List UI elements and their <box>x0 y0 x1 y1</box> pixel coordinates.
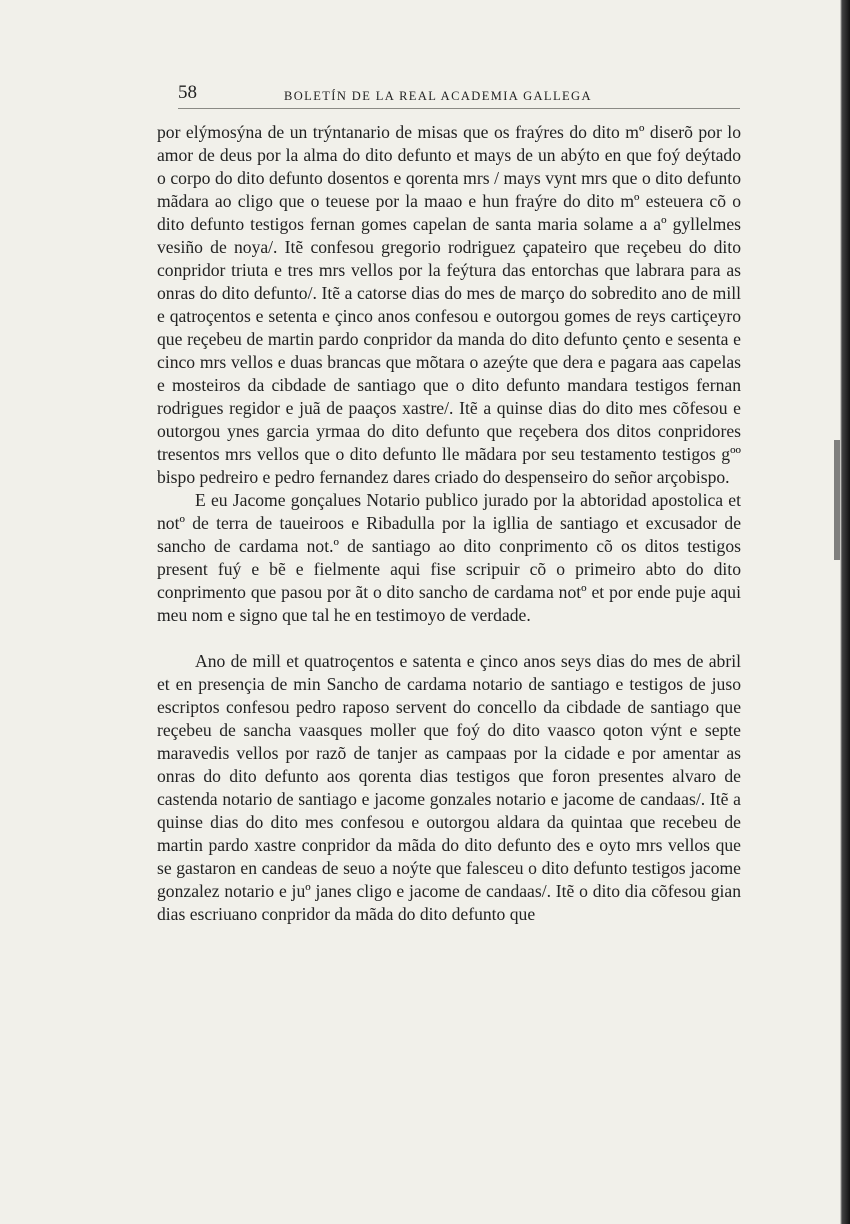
body-text <box>157 121 741 926</box>
page-edge-shadow <box>840 0 850 1224</box>
paragraph-account-continued: por elýmosýna de un trýntanario de misas que os fraýres do dito mº diserõ por lo amor de deus por la alma do dito defunto et mays de un abýto en que foý deýtado o corpo do dito defunto dosentos e qorenta mrs / mays vynt mrs que o dito defunto mãdara ao cligo que o teuese por la maao e hun fraýre do dito mº esteuera cõ o dito defunto testigos fernan gomes capelan de santa maria solame a aº gyllelmes vesiño de noya/. Itẽ confesou gregorio rodriguez çapateiro que reçebeu do dito conpridor triuta e tres mrs vellos por la feýtura das entorchas que labrara para as onras do dito defunto/. Itẽ a catorse dias do mes de março do sobredito ano de mill e qatroçentos e setenta e çinco anos confesou e outorgou gomes de reys cartiçeyro que reçebeu de martin pardo conpridor da manda do dito defunto çento e sesenta e cinco mrs vellos e duas brancas que mõtara o azeýte que dera e pagara aas capelas e mosteiros da cibdade de santiago que o dito defunto mandara testigos fernan rodrigues regidor e juã de paaços xastre/. Itẽ a quinse dias do dito mes cõfesou e outorgou ynes garcia yrmaa do dito defunto que reçebera dos ditos conpridores tresentos mrs vellos que o dito defunto lle mãdara por seu testamento testigos gºº bispo pedreiro e pedro fernandez dares criado do despenseiro do señor arçobispo. <box>157 122 741 487</box>
paragraph-notary-attestation: E eu Jacome gonçalues Notario publico jurado por la abtoridad apostolica et notº de terra de taueiroos e Ribadulla por la igllia de santiago et excusador de sancho de cardama not.º de santiago ao dito conprimento cõ os ditos testigos present fuý e bẽ e fielmente aqui fise scripuir cõ o primeiro abto do dito conprimento que pasou por ãt o dito sancho de cardama notº et por ende puje aqui meu nom e signo que tal he en testimoyo de verdade. <box>157 490 741 625</box>
paragraph-gap <box>157 627 741 650</box>
page-number: 58 <box>178 82 197 103</box>
binding-mark <box>834 440 840 560</box>
running-title: BOLETÍN DE LA REAL ACADEMIA GALLEGA <box>284 89 592 103</box>
paragraph-new-record: Ano de mill et quatroçentos e satenta e çinco anos seys dias do mes de abril et en presençia de min Sancho de cardama notario de santiago e testigos de juso escriptos confesou pedro raposo servent do concello da cibdade de santiago que reçebeu de sancha vaasques moller que foý do dito vaasco qoton výnt e septe maravedis vellos por razõ de tanjer as campaas por la cidade e por amentar as onras do dito defunto aos qorenta dias testigos que foron presentes alvaro de castenda notario de santiago e jacome gonzales notario e jacome de candaas/. Itẽ a quinse dias do dito mes confesou e outorgou aldara da quintaa que recebeu de martin pardo xastre conpridor da mãda do dito defunto des e oyto mrs vellos que se gastaron en candeas de seuo a noýte que falesceu o dito defunto testigos jacome gonzalez notario e juº janes cligo e jacome de candaas/. Itẽ o dito dia cõfesou gian dias escriuano conpridor da mãda do dito defunto que <box>157 651 741 924</box>
page-header <box>178 82 740 109</box>
